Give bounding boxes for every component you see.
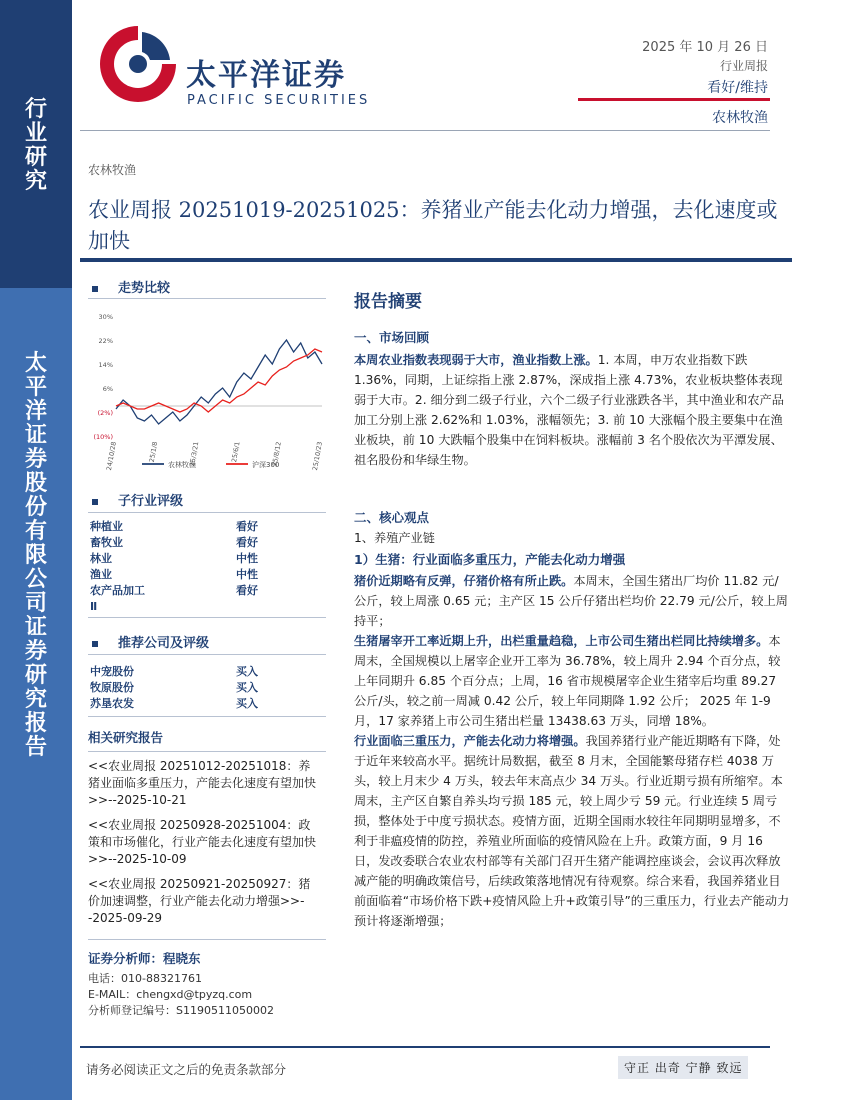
subindustry-heading: 子行业评级 — [92, 490, 183, 509]
table-row: 渔业 中性 — [90, 568, 258, 581]
market-review-body: 1. 本周，申万农业指数下跌 1.36%，同期，上证综指上涨 2.87%，深成指上涨 4.73%，农业板块整体表现弱于大市。2. 细分到二级子行业，六个二级子行业涨跌各半，其中渔业和农产品加工分别上涨 2.62%和 1.03%，涨幅领先；3. 前 10 大涨幅个股主要集中在渔业板块，前 10 大跌幅个股集中在饲料板块。涨幅前 3 名个股依次为平潭发展、祖名股份和华绿生物。 — [354, 353, 784, 467]
subindustry-table — [90, 519, 320, 615]
report-date: 2025 年 10 月 26 日 — [642, 40, 768, 55]
x-tick-label: 25/1/8 — [147, 440, 160, 463]
subindustry-rule — [88, 512, 326, 513]
table-row: 林业 中性 — [90, 552, 258, 565]
header-divider — [80, 130, 770, 131]
related-item[interactable]: <<农业周报 20251012-20251018：养猪业面临多重压力，产能去化速度有望加快>>--2025-10-21 — [88, 759, 317, 807]
title-rule — [80, 258, 792, 262]
y-tick-label: 6% — [102, 385, 113, 393]
header-red-rule — [578, 98, 770, 101]
legend-label: 农林牧渔 — [168, 461, 196, 469]
table-row: Ⅱ — [90, 600, 98, 613]
analyst-registration: 分析师登记编号：S1190511050002 — [88, 1004, 274, 1017]
sector-label: 农林牧渔 — [712, 110, 768, 126]
y-tick-label: 22% — [98, 337, 113, 345]
x-tick-label: 25/8/12 — [270, 440, 283, 468]
footer-rule — [80, 1046, 770, 1048]
recommended-heading: 推荐公司及评级 — [92, 632, 209, 651]
table-row: 牧原股份 买入 — [90, 681, 258, 694]
y-tick-label: (2%) — [97, 409, 113, 417]
table-row: 种植业 看好 — [90, 520, 258, 533]
y-tick-label: 14% — [98, 361, 113, 369]
footer-disclaimer: 请务必阅读正文之后的免责条款部分 — [86, 1062, 287, 1077]
recommended-rule — [88, 654, 326, 655]
logo-text-cn: 太平洋证券 — [186, 58, 346, 93]
y-tick-label: 30% — [98, 313, 113, 321]
legend-label: 沪深300 — [252, 461, 280, 469]
market-review-text — [354, 350, 790, 470]
x-tick-label: 25/6/1 — [230, 440, 242, 463]
recommended-bottom-rule — [88, 716, 326, 717]
related-rule — [88, 751, 326, 752]
y-tick-label: (10%) — [93, 433, 113, 441]
related-item[interactable]: <<农业周报 20250921-20250927：猪价加速调整，行业产能去化动力增强>>--2025-09-29 — [88, 877, 311, 925]
section-market-review: 一、市场回顾 — [354, 330, 430, 345]
paragraph-body: 我国养猪行业产能近期略有下降，处于近年来较高水平。据统计局数据，截至 8 月末，全国能繁母猪存栏 4038 万头，较上月末少 4 万头，较去年末高点少 34 万头。行业近期亏损有所缩窄。本周末，主产区自繁自养头均亏损 185 元，较上周少亏 59 元。行业连续 5 周亏损，整体处于中度亏损状态。疫情方面，近期全国雨水较往年同期明显增多，不利于非瘟疫情的防控，养殖业所面临的疫情风险在上升。政策方面，9 月 16 日，发改委联合农业农村部等有关部门召开生猪产能调控座谈会，会议再次释放减产能的明确政策信号，后续政策落地情况有待观察。综合来看，我国养猪业目前面临着“市场价格下跌+疫情风险上升+政策引导”的三重压力，行业去产能动力预计将逐渐增强； — [354, 734, 790, 928]
paragraph-body: 本周末，全国规模以上屠宰企业开工率为 36.78%，较上周升 2.94 个百分点，较上年同期升 6.85 个百分点；上周，16 省市规模屠宰企业生猪宰后均重 89.27 公斤/头，较之前一周减 0.42 公斤，较上年同期降 1.92 公斤； 2025 年 1-9 月，17 家养猪上市公司生猪出栏量 13438.63 万头，同增 18%。 — [354, 634, 781, 728]
analyst-phone: 电话：010-88321761 — [88, 972, 202, 985]
market-review-lead: 本周农业指数表现弱于大市，渔业指数上涨。 — [354, 353, 598, 367]
footer-motto: 守正 出奇 宁静 致远 — [618, 1056, 748, 1079]
paragraph-lead: 生猪屠宰开工率近期上升，出栏重量趋稳，上市公司生猪出栏同比持续增多。 — [354, 634, 769, 648]
summary-heading: 报告摘要 — [354, 292, 422, 312]
core-views-subsection: 1、养殖产业链 — [354, 531, 435, 545]
table-row: 中宠股份 买入 — [90, 665, 258, 678]
core-views-text — [354, 571, 790, 931]
table-row: 畜牧业 看好 — [90, 536, 258, 549]
trend-heading: 走势比较 — [92, 277, 170, 296]
x-tick-label: 25/3/21 — [188, 440, 201, 468]
related-bottom-rule — [88, 939, 326, 940]
subindustry-bottom-rule — [88, 617, 326, 618]
paragraph-body: 本周末，全国生猪出厂均价 11.82 元/公斤，较上周涨 0.65 元；主产区 15 公斤仔猪出栏均价 22.79 元/公斤，较上周持平； — [354, 574, 788, 628]
logo-mark — [96, 22, 180, 106]
series-line-agri — [116, 340, 322, 424]
page-title: 农业周报 20251019-20251025：养猪业产能去化动力增强，去化速度或加快 — [88, 198, 778, 253]
sidebar-top-label: 行业研究 — [24, 97, 47, 194]
trend-chart — [88, 304, 328, 476]
trend-rule — [88, 298, 326, 299]
recommended-table — [90, 664, 320, 712]
rating-badge: 看好/维持 — [707, 80, 768, 96]
report-type: 行业周报 — [719, 59, 768, 73]
sidebar-bottom-label: 太平洋证券股份有限公司证券研究报告 — [24, 351, 47, 760]
x-tick-label: 24/10/28 — [105, 440, 118, 472]
paragraph-lead: 行业面临三重压力，产能去化动力将增强。 — [354, 734, 586, 748]
hog-heading: 1）生猪：行业面临多重压力，产能去化动力增强 — [354, 552, 626, 567]
section-core-views: 二、核心观点 — [354, 510, 430, 525]
analyst-title: 证券分析师：程晓东 — [88, 951, 201, 966]
related-heading: 相关研究报告 — [88, 730, 164, 745]
series-line-hs300 — [116, 349, 322, 412]
category-label: 农林牧渔 — [88, 163, 137, 177]
analyst-email[interactable]: E-MAIL：chengxd@tpyzq.com — [88, 988, 253, 1001]
x-tick-label: 25/10/23 — [311, 440, 324, 472]
table-row: 苏垦农发 买入 — [90, 697, 258, 710]
paragraph-lead: 猪价近期略有反弹，仔猪价格有所止跌。 — [354, 574, 574, 588]
logo-text-en: PACIFIC SECURITIES — [187, 93, 371, 108]
related-item[interactable]: <<农业周报 20250928-20251004：政策和市场催化，行业产能去化速度有望加快>>--2025-10-09 — [88, 818, 317, 866]
table-row: 农产品加工 看好 — [90, 584, 258, 597]
